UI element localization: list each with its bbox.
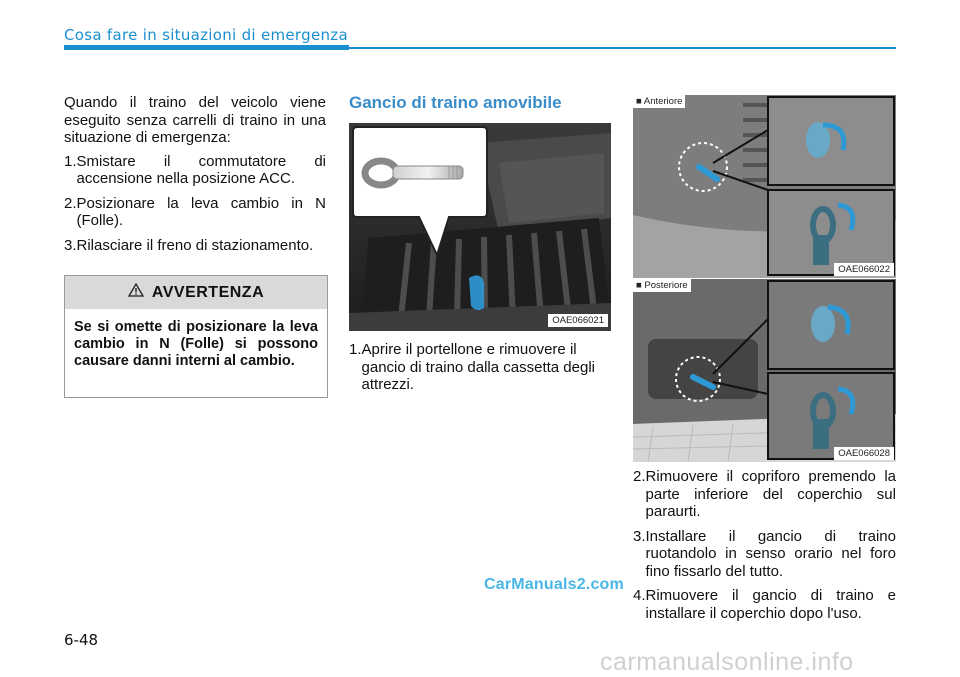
step-1: 1. Smistare il commutatore di accensione nella posizione ACC. xyxy=(64,152,326,187)
trunk-illustration xyxy=(349,123,611,331)
warning-title: AVVERTENZA xyxy=(151,283,265,301)
warning-header xyxy=(65,276,327,309)
right-column xyxy=(633,468,896,629)
photo-code-rear: OAE066028 xyxy=(834,447,894,460)
middle-column xyxy=(349,341,611,401)
front-bumper-photo xyxy=(633,95,896,278)
rear-bumper-photo xyxy=(633,279,896,462)
section-header: Cosa fare in situazioni di emergenza xyxy=(64,26,348,44)
step-4-remove: 4. Rimuovere il gancio di traino e installare il coperchio dopo l'uso. xyxy=(633,587,896,622)
warning-box xyxy=(64,275,328,398)
page-number: 6-48 xyxy=(64,631,99,649)
intro-paragraph: Quando il traino del veicolo viene eseguito senza carrelli di traino in una situazione di emergenza: xyxy=(64,94,326,146)
photo-code-trunk: OAE066021 xyxy=(548,314,608,327)
section-title: Gancio di traino amovibile xyxy=(349,93,562,112)
step-1-hook: 1. Aprire il portellone e rimuovere il gancio di traino dalla cassetta degli attrezzi. xyxy=(349,341,595,393)
warning-triangle-icon xyxy=(128,283,144,302)
photo-code-front: OAE066022 xyxy=(834,263,894,276)
warning-text: Se si omette di posizionare la leva cambio in N (Folle) si possono causare danni interni al cambio. xyxy=(74,319,318,369)
step-3-install: 3. Installare il gancio di traino ruotandolo in senso orario nel foro fino fissarlo del tutto. xyxy=(633,527,896,580)
step-2-cover: 2. Rimuovere il copriforo premendo la parte inferiore del coperchio sul paraurti. xyxy=(633,468,896,520)
step-2: 2. Posizionare la leva cambio in N (Folle). xyxy=(64,194,326,229)
left-column xyxy=(64,94,326,261)
front-label: ■ Anteriore xyxy=(633,95,685,108)
watermark-link[interactable]: CarManuals2.com xyxy=(484,576,624,593)
header-rule-thick xyxy=(64,45,349,50)
header-rule-thin xyxy=(349,47,896,49)
front-bumper-illustration xyxy=(633,95,896,278)
footer-watermark: carmanualsonline.info xyxy=(600,648,854,676)
rear-label: ■ Posteriore xyxy=(633,279,691,292)
step-3: 3. Rilasciare il freno di stazionamento. xyxy=(64,236,314,254)
trunk-photo xyxy=(349,123,611,331)
rear-bumper-illustration xyxy=(633,279,896,462)
